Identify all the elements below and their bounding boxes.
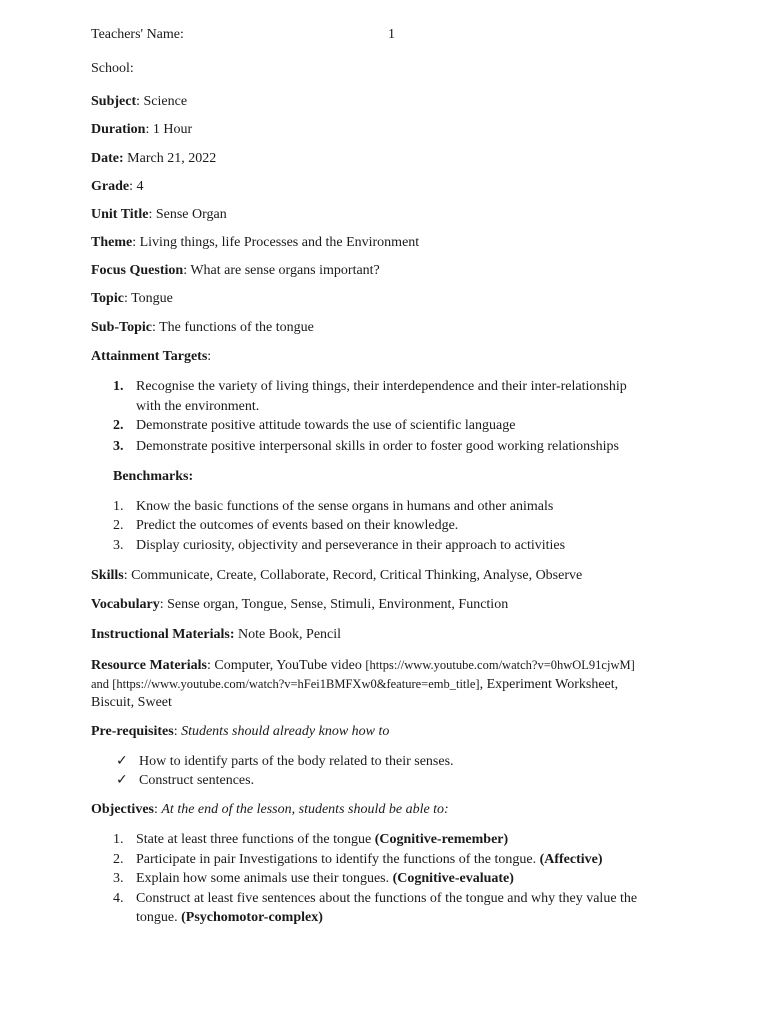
objective-number: 1. bbox=[113, 832, 124, 847]
benchmark-number: 1. bbox=[113, 499, 124, 514]
sub-topic-value: : The functions of the tongue bbox=[151, 320, 314, 335]
subject-label: Subject bbox=[91, 94, 137, 109]
objective-domain-tag: (Cognitive-evaluate) bbox=[392, 871, 514, 886]
sub-topic-label: Sub-Topic bbox=[91, 320, 152, 335]
benchmark-number: 3. bbox=[113, 538, 124, 553]
subject-line bbox=[91, 93, 187, 111]
benchmarks-heading bbox=[113, 468, 193, 486]
objective-number: 2. bbox=[113, 852, 124, 867]
vocabulary-label: Vocabulary bbox=[91, 597, 160, 612]
grade-value: : 4 bbox=[129, 179, 144, 194]
focus-question-line bbox=[91, 262, 380, 280]
focus-question-label: Focus Question bbox=[91, 263, 184, 278]
vocabulary-line bbox=[91, 596, 508, 614]
prerequisite-item: Construct sentences. bbox=[139, 773, 255, 788]
unit-title-line bbox=[91, 206, 227, 224]
objective-item: Construct at least five sentences about the functions of the tongue and why they value the bbox=[136, 891, 638, 906]
objective-text: tongue. bbox=[136, 910, 182, 925]
subject-value: : Science bbox=[136, 94, 188, 109]
resource-materials-value: : Computer, YouTube video bbox=[206, 658, 366, 673]
duration-line bbox=[91, 121, 192, 139]
school-label: School: bbox=[91, 61, 134, 76]
attainment-target-item: Demonstrate positive interpersonal skills in order to foster good working relationships bbox=[136, 439, 619, 454]
date-label: Date: bbox=[91, 151, 124, 166]
objective-domain-tag: (Cognitive-remember) bbox=[374, 832, 509, 847]
objective-item bbox=[136, 831, 508, 849]
resource-materials-line bbox=[91, 656, 635, 675]
teachers-name-line bbox=[91, 26, 184, 44]
attainment-target-number: 1. bbox=[113, 379, 124, 394]
prerequisites-label: Pre-requisites bbox=[91, 724, 174, 739]
date-line bbox=[91, 150, 216, 168]
theme-line bbox=[91, 234, 419, 252]
benchmark-item: Predict the outcomes of events based on their knowledge. bbox=[136, 518, 459, 533]
youtube-link-1[interactable]: [https://www.youtube.com/watch?v=0hwOL91cjwM] bbox=[365, 658, 635, 672]
instructional-materials-value: Note Book, Pencil bbox=[234, 627, 342, 642]
benchmark-item: Display curiosity, objectivity and perseverance in their approach to activities bbox=[136, 538, 566, 553]
theme-value: : Living things, life Processes and the Environment bbox=[132, 235, 420, 250]
attainment-targets-colon: : bbox=[207, 349, 212, 364]
objective-text: Explain how some animals use their tongues. bbox=[136, 871, 393, 886]
benchmark-number: 2. bbox=[113, 518, 124, 533]
objective-item bbox=[136, 870, 514, 888]
objectives-label: Objectives bbox=[91, 802, 154, 817]
attainment-targets-heading bbox=[91, 348, 211, 366]
topic-label: Topic bbox=[91, 291, 124, 306]
attainment-target-item: Recognise the variety of living things, their interdependence and their inter-relationship bbox=[136, 379, 627, 394]
grade-line bbox=[91, 178, 144, 196]
focus-question-value: : What are sense organs important? bbox=[183, 263, 380, 278]
resource-materials-line-3 bbox=[91, 694, 172, 712]
prerequisites-colon: : bbox=[173, 724, 182, 739]
duration-label: Duration bbox=[91, 122, 146, 137]
prerequisite-item: How to identify parts of the body related to their senses. bbox=[139, 754, 454, 769]
instructional-materials-line bbox=[91, 626, 341, 644]
objectives-colon: : bbox=[153, 802, 162, 817]
objective-number: 4. bbox=[113, 891, 124, 906]
youtube-link-2[interactable]: [https://www.youtube.com/watch?v=hFei1BMFXw0&feature=emb_title] bbox=[112, 677, 480, 691]
topic-line bbox=[91, 290, 173, 308]
objective-domain-tag: (Psychomotor-complex) bbox=[181, 910, 323, 925]
unit-title-label: Unit Title bbox=[91, 207, 149, 222]
school-line bbox=[91, 60, 134, 78]
date-value: March 21, 2022 bbox=[123, 151, 217, 166]
prerequisites-intro: Students should already know how to bbox=[181, 724, 390, 739]
resource-and-text: and bbox=[91, 677, 113, 691]
attainment-target-number: 2. bbox=[113, 418, 124, 433]
attainment-target-item-continued: with the environment. bbox=[136, 399, 260, 414]
topic-value: : Tongue bbox=[123, 291, 173, 306]
vocabulary-value: : Sense organ, Tongue, Sense, Stimuli, Environment, Function bbox=[159, 597, 509, 612]
objectives-line bbox=[91, 801, 449, 819]
sub-topic-line bbox=[91, 319, 314, 337]
resource-materials-value-2: , Experiment Worksheet, bbox=[479, 677, 619, 692]
skills-value: : Communicate, Create, Collaborate, Record, Critical Thinking, Analyse, Observe bbox=[123, 568, 583, 583]
objective-number: 3. bbox=[113, 871, 124, 886]
benchmark-item: Know the basic functions of the sense organs in humans and other animals bbox=[136, 499, 554, 514]
skills-line bbox=[91, 567, 582, 585]
skills-label: Skills bbox=[91, 568, 124, 583]
resource-materials-label: Resource Materials bbox=[91, 658, 207, 673]
prerequisites-line bbox=[91, 723, 389, 741]
checkmark-icon: ✓ bbox=[116, 772, 128, 788]
page-number: 1 bbox=[388, 27, 395, 42]
objective-domain-tag: (Affective) bbox=[539, 852, 603, 867]
checkmark-icon: ✓ bbox=[116, 753, 128, 769]
objective-item bbox=[136, 851, 603, 869]
resource-materials-value-3: Biscuit, Sweet bbox=[91, 695, 172, 710]
objectives-intro: At the end of the lesson, students should be able to: bbox=[161, 802, 449, 817]
teachers-name-label: Teachers' Name: bbox=[91, 27, 184, 42]
objective-text: Participate in pair Investigations to identify the functions of the tongue. bbox=[136, 852, 540, 867]
objective-text: State at least three functions of the tongue bbox=[136, 832, 375, 847]
instructional-materials-label: Instructional Materials: bbox=[91, 627, 235, 642]
attainment-target-number: 3. bbox=[113, 439, 124, 454]
objective-item-continued bbox=[136, 909, 323, 927]
attainment-targets-label: Attainment Targets bbox=[91, 349, 208, 364]
attainment-target-item: Demonstrate positive attitude towards the use of scientific language bbox=[136, 418, 516, 433]
benchmarks-label: Benchmarks: bbox=[113, 469, 194, 484]
resource-materials-line-2 bbox=[91, 675, 618, 694]
theme-label: Theme bbox=[91, 235, 133, 250]
unit-title-value: : Sense Organ bbox=[148, 207, 227, 222]
grade-label: Grade bbox=[91, 179, 130, 194]
duration-value: : 1 Hour bbox=[145, 122, 193, 137]
